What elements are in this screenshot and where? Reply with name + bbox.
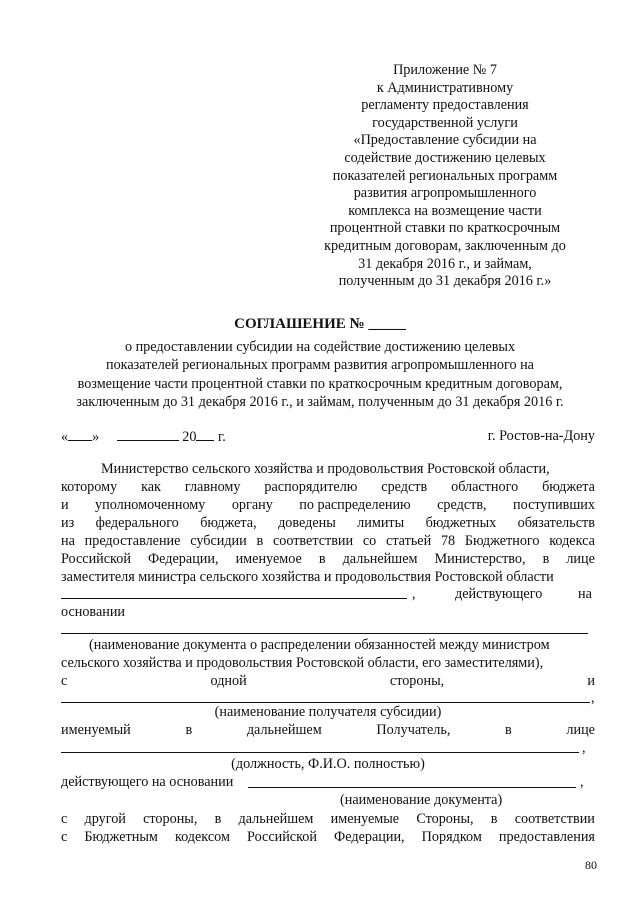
- date-open-quote: «: [61, 429, 69, 445]
- hint-recipient: (наименование получателя субсидии): [214, 704, 442, 720]
- acting-comma: ,: [412, 586, 416, 602]
- city: г. Ростов-на-Дону: [487, 428, 595, 444]
- appendix-heading: [290, 62, 600, 291]
- appendix-line: «Предоставление субсидии на: [353, 132, 537, 149]
- basis-document-blank: [61, 633, 588, 634]
- other-side-line: с другой стороны, в дальнейшем именуемые Стороны, в соответствии: [61, 811, 595, 827]
- paragraph-line: Министерство сельского хозяйства и продовольствия Ростовской области,: [101, 461, 550, 477]
- acting-basis-label: действующего на основании: [61, 774, 234, 790]
- hint-position: (должность, Ф.И.О. полностью): [231, 756, 425, 772]
- subtitle-line: показателей региональных программ развития агропромышленного на: [106, 357, 534, 374]
- acting-word: действующего: [455, 586, 543, 602]
- appendix-line: к Административному: [376, 79, 514, 96]
- hint-document-line: (наименование документа о распределении обязанностей между министром: [89, 637, 550, 653]
- month-blank: [117, 428, 179, 441]
- paragraph-line: заместителя министра сельского хозяйства и продовольствия Ростовской области: [61, 569, 554, 585]
- year-prefix: 20: [182, 429, 197, 445]
- appendix-line: развития агропромышленного: [353, 185, 537, 202]
- named-line: именуемый в дальнейшем Получатель, в лице: [61, 722, 595, 738]
- paragraph-line: на предоставление субсидии в соответствии со статьей 78 Бюджетного кодекса: [61, 533, 595, 549]
- paragraph-line: Российской Федерации, именуемое в дальнейшем Министерство, в лице: [61, 551, 595, 567]
- appendix-line: 31 декабря 2016 г., и займам,: [358, 255, 532, 272]
- deputy-minister-blank: [61, 598, 407, 599]
- appendix-line: государственной услуги: [372, 114, 518, 131]
- subtitle-line: возмещение части процентной ставки по краткосрочным кредитным договорам,: [77, 375, 563, 392]
- hint-document-line: сельского хозяйства и продовольствия Ростовской области, его заместителями),: [61, 655, 544, 671]
- appendix-line: Приложение № 7: [393, 62, 497, 78]
- document-comma: ,: [580, 774, 584, 790]
- day-blank: [68, 428, 92, 441]
- year-suffix: г.: [218, 429, 226, 445]
- basis-word: основании: [61, 604, 126, 620]
- position-comma: ,: [582, 740, 586, 756]
- subtitle-line: о предоставлении субсидии на содействие достижению целевых: [124, 339, 516, 355]
- appendix-line: содействие достижению целевых: [344, 149, 546, 166]
- hint-document: (наименование документа): [340, 792, 503, 808]
- appendix-line: комплекса на возмещение части: [348, 202, 542, 219]
- date-city-line: [61, 428, 595, 446]
- one-side-line: с одной стороны, и: [61, 673, 595, 689]
- paragraph-line: из федерального бюджета, доведены лимиты бюджетных обязательств: [61, 515, 595, 531]
- position-blank: [61, 752, 579, 753]
- appendix-line: показателей региональных программ: [332, 167, 558, 184]
- budget-code-line: с Бюджетным кодексом Российской Федерации, Порядком предоставления: [61, 829, 595, 845]
- agreement-subtitle: [40, 338, 600, 412]
- recipient-blank: [61, 702, 590, 703]
- appendix-line: регламенту предоставления: [361, 97, 529, 114]
- subtitle-line: заключенным до 31 декабря 2016 г., и займам, полученным до 31 декабря 2016 г.: [76, 394, 564, 411]
- date-close-quote: »: [92, 429, 100, 445]
- recipient-comma: ,: [591, 690, 595, 706]
- paragraph-line: которому как главному распорядителю средств областного бюджета: [61, 479, 595, 495]
- year-blank: [196, 428, 214, 441]
- page-number: 80: [585, 858, 597, 872]
- agreement-title: СОГЛАШЕНИЕ № _____: [234, 316, 406, 332]
- appendix-line: процентной ставки по краткосрочным: [329, 220, 561, 237]
- appendix-line: кредитным договорам, заключенным до: [324, 237, 566, 254]
- document-blank: [248, 787, 576, 788]
- on-word: на: [578, 586, 592, 602]
- paragraph-line: и уполномоченному органу по распределению средств, поступивших: [61, 497, 595, 513]
- appendix-line: полученным до 31 декабря 2016 г.»: [338, 273, 552, 290]
